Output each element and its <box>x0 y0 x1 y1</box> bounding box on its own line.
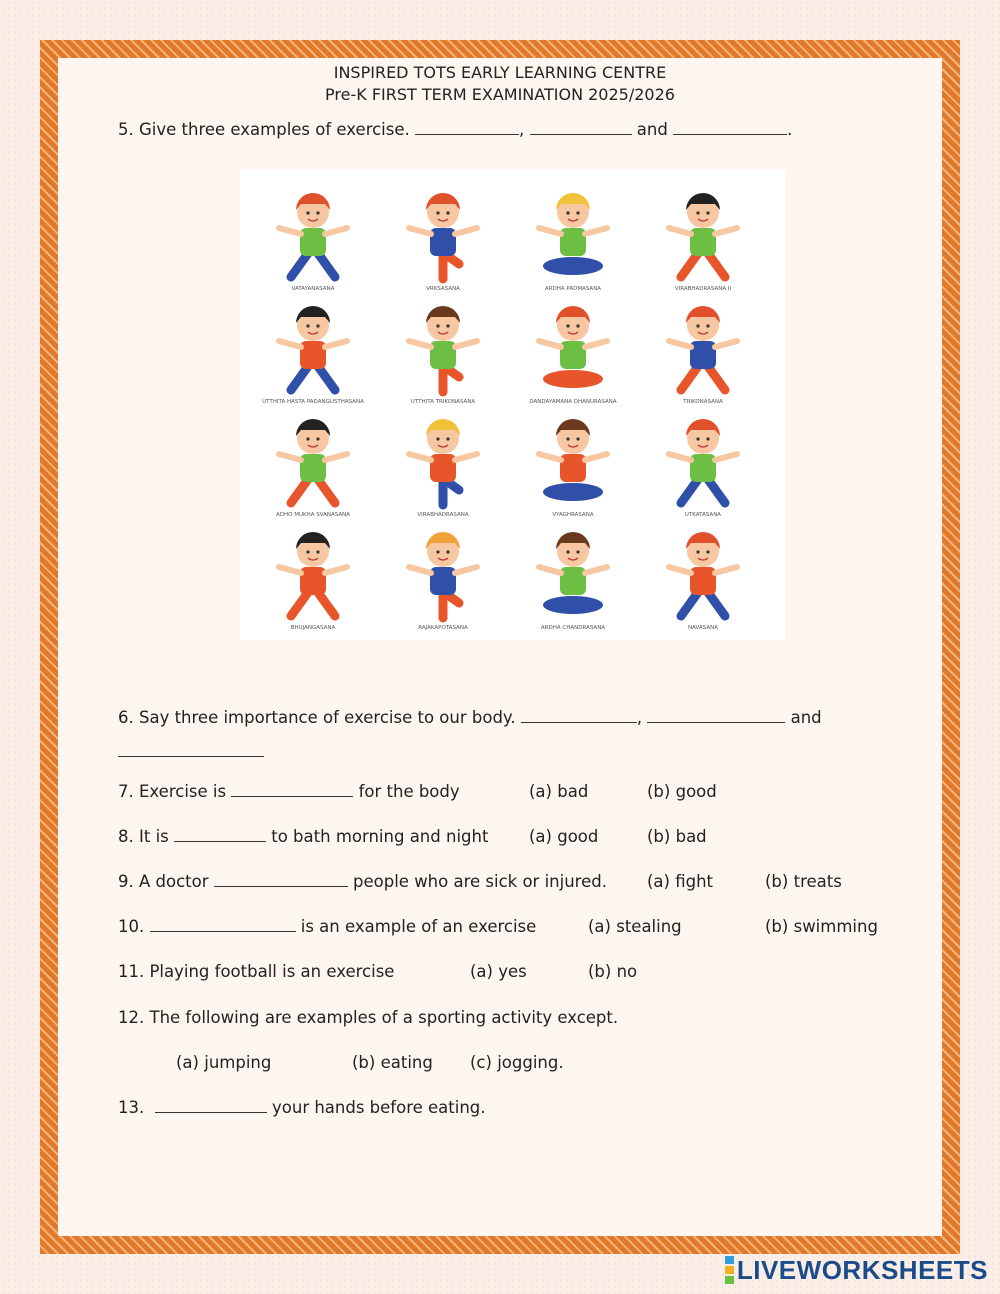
separator: , <box>636 708 643 727</box>
answer-blank-5c[interactable] <box>673 120 787 135</box>
yoga-figure <box>539 306 607 388</box>
yoga-pose-caption: NAVASANA <box>688 625 718 631</box>
yoga-pose-caption: UTTHITA HASTA PADANGUSTHASANA <box>262 399 364 405</box>
answer-blank-9[interactable] <box>214 872 348 887</box>
option-9b[interactable]: (b) treats <box>765 872 842 891</box>
question-5-text: 5. Give three examples of exercise. <box>118 120 410 139</box>
yoga-figure <box>279 193 347 277</box>
yoga-pose-caption: BHUJANGASANA <box>290 625 336 631</box>
exam-title: Pre-K FIRST TERM EXAMINATION 2025/2026 <box>325 85 675 104</box>
answer-blank-5b[interactable] <box>530 120 632 135</box>
separator: , <box>519 120 525 139</box>
question-7-text-end: for the body <box>358 782 460 801</box>
question-10-text-end: is an example of an exercise <box>300 917 537 936</box>
school-name: INSPIRED TOTS EARLY LEARNING CENTRE <box>333 63 667 82</box>
answer-blank-10[interactable] <box>150 917 296 932</box>
yoga-pose-caption: DANDAYAMANA DHANURASANA <box>529 399 617 405</box>
yoga-figure <box>409 193 477 279</box>
yoga-figure <box>279 306 347 390</box>
answer-blank-6c[interactable] <box>118 742 264 757</box>
yoga-pose-caption: ADHO MUKHA SVANASANA <box>275 512 351 518</box>
option-9a[interactable]: (a) fight <box>647 872 714 891</box>
answer-blank-5a[interactable] <box>415 120 519 135</box>
question-7 <box>118 782 460 801</box>
yoga-poses-illustration <box>240 170 785 640</box>
answer-blank-6a[interactable] <box>521 708 637 723</box>
yoga-pose-caption: ARDHA PADMASANA <box>544 286 602 292</box>
conjunction: and <box>790 708 822 727</box>
option-8a[interactable]: (a) good <box>529 827 599 846</box>
option-7a[interactable]: (a) bad <box>529 782 589 801</box>
question-6 <box>118 708 822 727</box>
answer-blank-7[interactable] <box>231 782 353 797</box>
question-10 <box>118 917 536 936</box>
option-11a[interactable]: (a) yes <box>470 962 527 981</box>
question-9-text: 9. A doctor <box>118 872 209 891</box>
answer-blank-6b[interactable] <box>647 708 785 723</box>
yoga-figure <box>409 532 477 618</box>
yoga-pose-caption: VIRABHADRASANA II <box>674 286 732 292</box>
answer-blank-8[interactable] <box>174 827 266 842</box>
option-12b[interactable]: (b) eating <box>352 1053 433 1072</box>
yoga-pose-caption: UTTHITA TRIKONASANA <box>410 399 476 405</box>
liveworksheets-wordmark: LIVEWORKSHEETS <box>736 1254 988 1285</box>
liveworksheets-logo <box>725 1254 988 1286</box>
option-11b[interactable]: (b) no <box>588 962 638 981</box>
yoga-pose-caption: VRKSASANA <box>426 286 460 292</box>
period: . <box>787 120 793 139</box>
yoga-figure <box>669 532 737 616</box>
yoga-figure <box>279 532 347 616</box>
question-7-text: 7. Exercise is <box>118 782 227 801</box>
question-8-text: 8. It is <box>118 827 169 846</box>
question-6-line2 <box>118 742 264 761</box>
yoga-pose-caption: TRIKONASANA <box>683 399 723 405</box>
question-11: 11. Playing football is an exercise <box>118 962 395 981</box>
yoga-pose-caption: VYAGHRASANA <box>552 512 594 518</box>
yoga-figure <box>669 419 737 503</box>
liveworksheets-icon <box>725 1255 734 1285</box>
question-13-number: 13. <box>118 1098 145 1117</box>
option-7b[interactable]: (b) good <box>647 782 717 801</box>
answer-blank-13[interactable] <box>155 1098 267 1113</box>
question-13-text-end: your hands before eating. <box>272 1098 486 1117</box>
question-6-text: 6. Say three importance of exercise to our body. <box>118 708 516 727</box>
question-12: 12. The following are examples of a sporting activity except. <box>118 1008 619 1027</box>
option-10a[interactable]: (a) stealing <box>588 917 682 936</box>
yoga-poses-grid <box>240 170 785 640</box>
yoga-pose-caption: VIRABHADRASANA <box>417 512 469 518</box>
yoga-pose-caption: RAJAKAPOTASANA <box>418 625 468 631</box>
yoga-figure <box>279 419 347 503</box>
yoga-figure <box>539 532 607 614</box>
yoga-pose-caption: ARDHA CHANDRASANA <box>540 625 606 631</box>
yoga-figure <box>539 419 607 501</box>
yoga-figure <box>669 193 737 277</box>
yoga-figure <box>669 306 737 390</box>
yoga-figure <box>539 193 607 275</box>
yoga-pose-caption: VATAYANASANA <box>291 286 335 292</box>
option-12c[interactable]: (c) jogging. <box>470 1053 564 1072</box>
worksheet-header <box>0 62 1000 106</box>
yoga-figure <box>409 306 477 392</box>
option-10b[interactable]: (b) swimming <box>765 917 878 936</box>
question-8-text-end: to bath morning and night <box>271 827 489 846</box>
question-13 <box>118 1098 486 1117</box>
option-12a[interactable]: (a) jumping <box>176 1053 272 1072</box>
yoga-figure <box>409 419 477 505</box>
yoga-pose-caption: UTKATASANA <box>684 512 722 518</box>
question-9-text-end: people who are sick or injured. <box>353 872 607 891</box>
option-8b[interactable]: (b) bad <box>647 827 707 846</box>
question-9 <box>118 872 607 891</box>
question-8 <box>118 827 488 846</box>
conjunction: and <box>636 120 668 139</box>
question-5 <box>118 120 792 139</box>
question-10-number: 10. <box>118 917 145 936</box>
